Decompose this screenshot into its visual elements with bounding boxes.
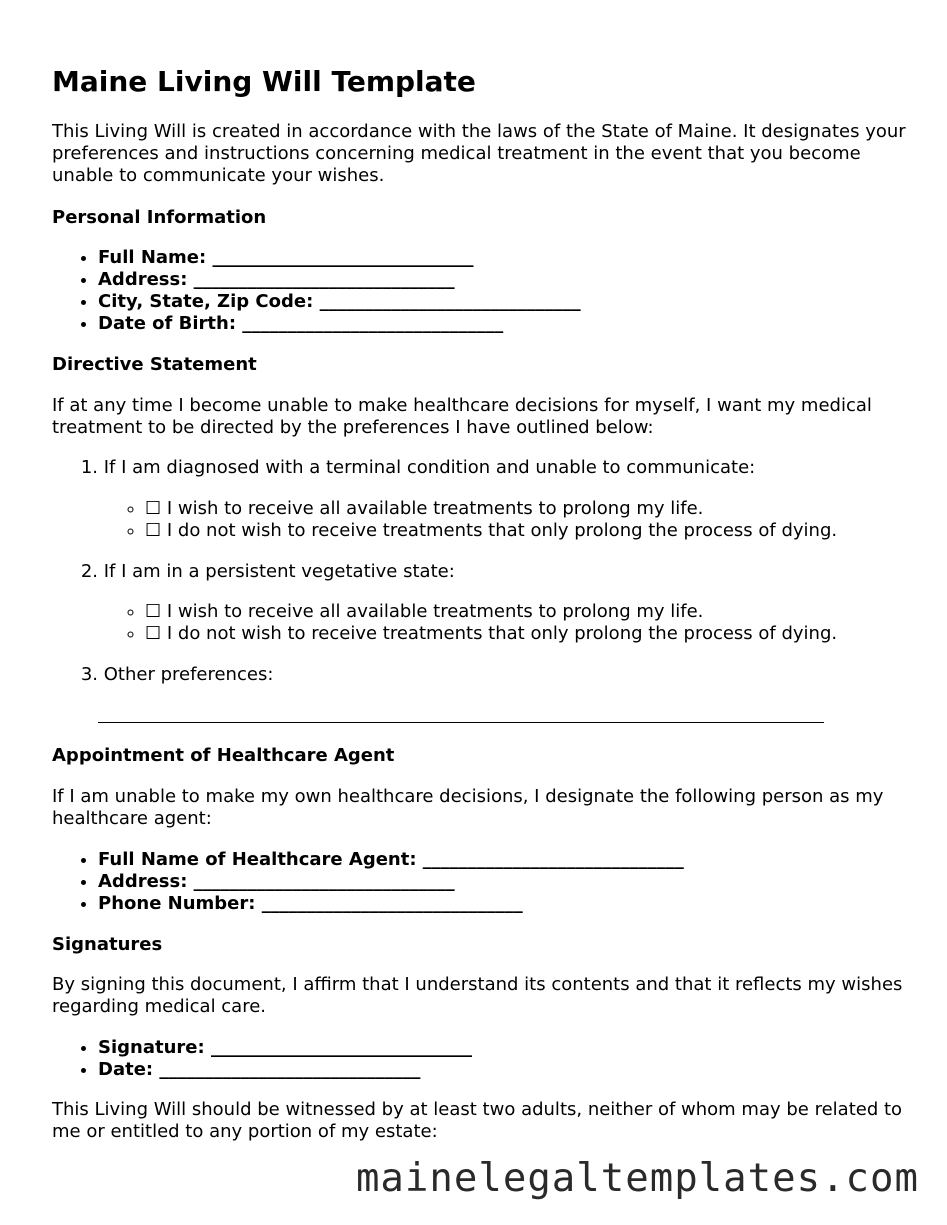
agent-full-name-field: • Full Name of Healthcare Agent: _____________________________ [98, 849, 684, 871]
city-state-zip-field: • City, State, Zip Code: _____________________________ [98, 291, 581, 313]
directive-item-2 [76, 561, 455, 583]
option-receive-treatment[interactable]: ◦ ☐ I wish to receive all available treatments to prolong my life. [145, 498, 837, 520]
site-watermark: mainelegaltemplates.com [355, 1156, 919, 1201]
intro-paragraph: This Living Will is created in accordance with the laws of the State of Maine. It designates your preferences and instructions concerning medical treatment in the event that you become unable to communicate your wishes. [52, 121, 906, 187]
date-of-birth-field: • Date of Birth: _____________________________ [98, 313, 581, 335]
full-name-field: • Full Name: _____________________________ [98, 247, 581, 269]
option-receive-treatment[interactable]: ◦ ☐ I wish to receive all available treatments to prolong my life. [145, 601, 837, 623]
agent-paragraph: If I am unable to make my own healthcare decisions, I designate the following person as my healthcare agent: [52, 786, 884, 830]
signature-field: • Signature: _____________________________ [98, 1037, 472, 1059]
date-field: • Date: _____________________________ [98, 1059, 472, 1081]
directive-item-number: 2. [80, 561, 98, 582]
directive-heading: Directive Statement [52, 354, 257, 375]
directive-item-1 [76, 457, 755, 479]
directive-item-text: If I am in a persistent vegetative state: [103, 561, 455, 582]
personal-info-heading: Personal Information [52, 207, 267, 228]
other-preferences-line[interactable] [98, 722, 824, 723]
vegetative-state-options [145, 601, 837, 645]
agent-phone-field: • Phone Number: _____________________________ [98, 893, 684, 915]
terminal-condition-options [145, 498, 837, 542]
directive-item-text: Other preferences: [103, 664, 274, 685]
signature-list [98, 1037, 472, 1081]
agent-info-list [98, 849, 684, 915]
address-field: • Address: _____________________________ [98, 269, 581, 291]
personal-info-list [98, 247, 581, 335]
witness-paragraph: This Living Will should be witnessed by at least two adults, neither of whom may be related to me or entitled to any portion of my estate: [52, 1099, 903, 1143]
directive-paragraph: If at any time I become unable to make healthcare decisions for myself, I want my medical treatment to be directed by the preferences I have outlined below: [52, 395, 872, 439]
directive-item-3 [76, 664, 273, 686]
option-decline-treatment[interactable]: ◦ ☐ I do not wish to receive treatments that only prolong the process of dying. [145, 623, 837, 645]
directive-item-text: If I am diagnosed with a terminal condition and unable to communicate: [103, 457, 756, 478]
signatures-heading: Signatures [52, 934, 163, 955]
page-title: Maine Living Will Template [52, 65, 476, 98]
agent-address-field: • Address: _____________________________ [98, 871, 684, 893]
option-decline-treatment[interactable]: ◦ ☐ I do not wish to receive treatments that only prolong the process of dying. [145, 520, 837, 542]
agent-heading: Appointment of Healthcare Agent [52, 745, 395, 766]
directive-item-number: 1. [80, 457, 98, 478]
directive-item-number: 3. [80, 664, 98, 685]
signatures-paragraph: By signing this document, I affirm that I understand its contents and that it reflects my wishes regarding medical care. [52, 974, 903, 1018]
